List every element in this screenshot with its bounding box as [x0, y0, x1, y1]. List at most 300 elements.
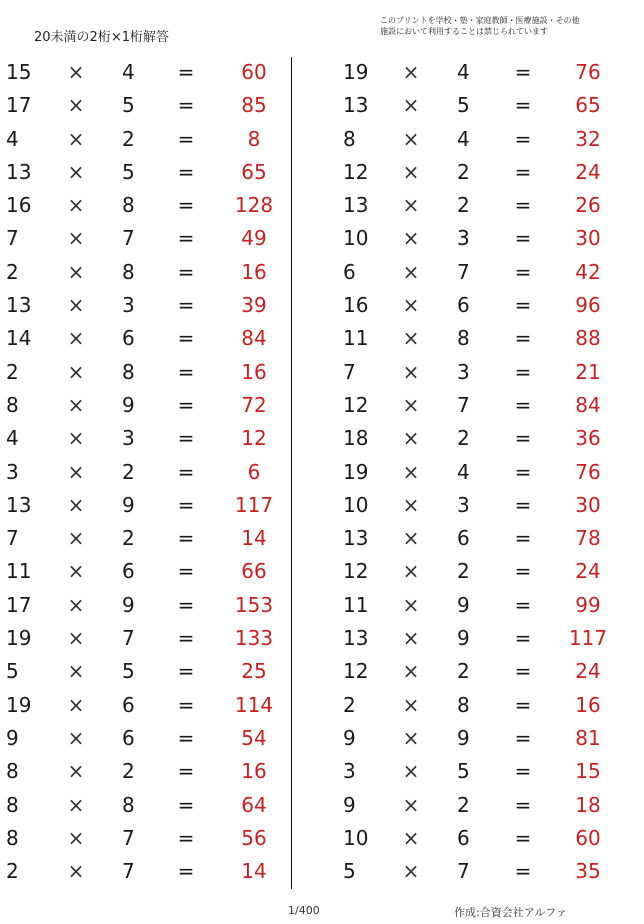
multiplier: 2: [122, 526, 135, 551]
multiplicand: 15: [6, 60, 32, 84]
multiplicand: 13: [343, 626, 369, 651]
answer: 153: [234, 592, 274, 617]
equals-sign: =: [514, 293, 532, 318]
times-sign: ×: [67, 626, 85, 651]
problem-row: [0, 789, 300, 822]
answer: 85: [241, 93, 267, 118]
problem-row: [335, 589, 635, 622]
equals-sign: =: [177, 392, 195, 417]
multiplicand: 13: [343, 93, 369, 118]
times-sign: ×: [67, 459, 85, 484]
problem-row: [335, 522, 635, 555]
multiplier: 8: [122, 193, 135, 218]
multiplicand: 2: [6, 259, 19, 284]
problem-row: [335, 322, 635, 355]
problem-row: [335, 789, 635, 822]
answer: 30: [575, 226, 601, 251]
answer: 54: [241, 725, 267, 750]
answer: 26: [575, 193, 601, 218]
equals-sign: =: [177, 626, 195, 651]
answer: 49: [241, 226, 267, 251]
answer: 16: [575, 692, 601, 717]
multiplier: 3: [122, 293, 135, 318]
multiplier: 7: [122, 859, 135, 884]
multiplicand: 13: [343, 193, 369, 218]
multiplier: 7: [122, 825, 135, 850]
equals-sign: =: [514, 725, 532, 750]
multiplier: 2: [457, 792, 470, 817]
times-sign: ×: [402, 725, 420, 750]
multiplier: 7: [457, 392, 470, 417]
usage-notice: [380, 15, 630, 37]
equals-sign: =: [514, 193, 532, 218]
answer: 18: [575, 792, 601, 817]
problem-row: [335, 555, 635, 588]
problem-row: [0, 422, 300, 455]
equals-sign: =: [514, 159, 532, 184]
times-sign: ×: [402, 60, 420, 84]
times-sign: ×: [67, 492, 85, 517]
answer: 42: [575, 259, 601, 284]
answer: 32: [575, 126, 601, 151]
problem-row: [0, 222, 300, 255]
answer: 72: [241, 392, 267, 417]
equals-sign: =: [177, 60, 195, 84]
multiplicand: 19: [343, 459, 369, 484]
multiplier: 2: [457, 559, 470, 584]
problem-row: [335, 222, 635, 255]
times-sign: ×: [402, 592, 420, 617]
times-sign: ×: [67, 725, 85, 750]
multiplier: 9: [122, 492, 135, 517]
times-sign: ×: [67, 226, 85, 251]
multiplicand: 12: [343, 392, 369, 417]
problem-row: [335, 689, 635, 722]
times-sign: ×: [67, 759, 85, 784]
page-number: 1/400: [288, 904, 320, 917]
times-sign: ×: [402, 559, 420, 584]
multiplicand: 2: [6, 359, 19, 384]
times-sign: ×: [67, 193, 85, 218]
multiplicand: 7: [6, 526, 19, 551]
answer: 133: [234, 626, 274, 651]
equals-sign: =: [514, 492, 532, 517]
equals-sign: =: [177, 426, 195, 451]
answer: 114: [234, 692, 274, 717]
times-sign: ×: [67, 93, 85, 118]
equals-sign: =: [177, 326, 195, 351]
multiplicand: 13: [6, 492, 32, 517]
times-sign: ×: [402, 326, 420, 351]
problem-row: [335, 822, 635, 855]
multiplier: 9: [122, 592, 135, 617]
problem-row: [0, 322, 300, 355]
equals-sign: =: [177, 159, 195, 184]
answer: 60: [241, 60, 267, 84]
answer: 84: [575, 392, 601, 417]
multiplicand: 12: [343, 659, 369, 684]
answer: 16: [241, 259, 267, 284]
multiplicand: 12: [343, 559, 369, 584]
multiplier: 9: [457, 626, 470, 651]
problem-row: [335, 56, 635, 89]
multiplier: 8: [457, 326, 470, 351]
multiplier: 5: [122, 159, 135, 184]
multiplier: 7: [457, 259, 470, 284]
multiplier: 6: [457, 526, 470, 551]
problem-row: [0, 156, 300, 189]
multiplier: 9: [122, 392, 135, 417]
times-sign: ×: [67, 659, 85, 684]
problem-row: [0, 855, 300, 888]
times-sign: ×: [67, 526, 85, 551]
multiplicand: 11: [343, 592, 369, 617]
multiplicand: 12: [343, 159, 369, 184]
equals-sign: =: [514, 426, 532, 451]
multiplier: 9: [457, 592, 470, 617]
multiplier: 2: [457, 193, 470, 218]
equals-sign: =: [514, 459, 532, 484]
multiplier: 6: [457, 293, 470, 318]
problem-row: [335, 356, 635, 389]
answer: 36: [575, 426, 601, 451]
answer: 8: [247, 126, 261, 151]
answer: 16: [241, 359, 267, 384]
equals-sign: =: [177, 93, 195, 118]
multiplicand: 5: [343, 859, 356, 884]
equals-sign: =: [514, 859, 532, 884]
multiplicand: 14: [6, 326, 32, 351]
times-sign: ×: [67, 60, 85, 84]
multiplicand: 11: [6, 559, 32, 584]
answer: 35: [575, 859, 601, 884]
multiplicand: 10: [343, 492, 369, 517]
problem-row: [0, 555, 300, 588]
equals-sign: =: [514, 659, 532, 684]
equals-sign: =: [177, 492, 195, 517]
multiplier: 3: [457, 492, 470, 517]
answer: 65: [575, 93, 601, 118]
multiplicand: 4: [6, 426, 19, 451]
multiplier: 3: [457, 226, 470, 251]
equals-sign: =: [514, 60, 532, 84]
times-sign: ×: [67, 126, 85, 151]
equals-sign: =: [177, 825, 195, 850]
times-sign: ×: [402, 859, 420, 884]
equals-sign: =: [514, 93, 532, 118]
times-sign: ×: [402, 825, 420, 850]
multiplier: 5: [122, 93, 135, 118]
multiplicand: 17: [6, 93, 32, 118]
equals-sign: =: [514, 326, 532, 351]
times-sign: ×: [402, 792, 420, 817]
equals-sign: =: [177, 792, 195, 817]
times-sign: ×: [402, 93, 420, 118]
answer: 78: [575, 526, 601, 551]
problem-row: [335, 722, 635, 755]
notice-line-1: このプリントを学校・塾・家庭教師・医療施設・その他: [380, 16, 580, 25]
multiplier: 8: [122, 259, 135, 284]
multiplicand: 7: [343, 359, 356, 384]
multiplicand: 4: [6, 126, 19, 151]
multiplicand: 11: [343, 326, 369, 351]
problem-row: [335, 156, 635, 189]
answer: 24: [575, 559, 601, 584]
times-sign: ×: [67, 359, 85, 384]
answer: 16: [241, 759, 267, 784]
problem-row: [0, 256, 300, 289]
multiplier: 2: [457, 426, 470, 451]
equals-sign: =: [177, 692, 195, 717]
multiplier: 6: [122, 725, 135, 750]
multiplier: 8: [457, 692, 470, 717]
multiplicand: 8: [6, 825, 19, 850]
answer: 12: [241, 426, 267, 451]
multiplier: 2: [457, 159, 470, 184]
multiplier: 4: [457, 459, 470, 484]
author-credit: 作成:合資会社アルファ: [454, 906, 568, 919]
times-sign: ×: [67, 159, 85, 184]
equals-sign: =: [514, 692, 532, 717]
equals-sign: =: [177, 126, 195, 151]
problem-row: [335, 389, 635, 422]
multiplicand: 8: [6, 392, 19, 417]
times-sign: ×: [402, 293, 420, 318]
multiplicand: 3: [343, 759, 356, 784]
problem-row: [0, 755, 300, 788]
times-sign: ×: [67, 859, 85, 884]
times-sign: ×: [402, 259, 420, 284]
answer: 30: [575, 492, 601, 517]
multiplicand: 19: [6, 692, 32, 717]
answer: 64: [241, 792, 267, 817]
times-sign: ×: [402, 492, 420, 517]
equals-sign: =: [177, 592, 195, 617]
problem-row: [0, 822, 300, 855]
multiplicand: 17: [6, 592, 32, 617]
problem-row: [0, 289, 300, 322]
multiplier: 4: [122, 60, 135, 84]
answer: 24: [575, 659, 601, 684]
answer: 99: [575, 592, 601, 617]
answer: 81: [575, 725, 601, 750]
multiplicand: 9: [343, 725, 356, 750]
times-sign: ×: [67, 592, 85, 617]
problem-row: [335, 622, 635, 655]
multiplicand: 10: [343, 825, 369, 850]
problem-row: [335, 422, 635, 455]
problem-row: [0, 56, 300, 89]
multiplier: 2: [122, 759, 135, 784]
answer: 66: [241, 559, 267, 584]
problem-row: [0, 189, 300, 222]
answer: 15: [575, 759, 601, 784]
equals-sign: =: [514, 126, 532, 151]
multiplicand: 2: [6, 859, 19, 884]
multiplicand: 13: [6, 159, 32, 184]
equals-sign: =: [514, 392, 532, 417]
multiplicand: 8: [343, 126, 356, 151]
problem-row: [0, 489, 300, 522]
multiplier: 6: [457, 825, 470, 850]
problem-row: [335, 855, 635, 888]
times-sign: ×: [402, 659, 420, 684]
answer: 6: [247, 459, 261, 484]
answer: 39: [241, 293, 267, 318]
problem-row: [335, 89, 635, 122]
answer: 88: [575, 326, 601, 351]
multiplier: 6: [122, 326, 135, 351]
answer: 14: [241, 859, 267, 884]
answer: 76: [575, 459, 601, 484]
multiplicand: 18: [343, 426, 369, 451]
multiplier: 8: [122, 359, 135, 384]
times-sign: ×: [402, 626, 420, 651]
multiplicand: 5: [6, 659, 19, 684]
problem-row: [0, 89, 300, 122]
problem-row: [335, 755, 635, 788]
multiplier: 5: [457, 759, 470, 784]
equals-sign: =: [177, 725, 195, 750]
multiplier: 5: [457, 93, 470, 118]
equals-sign: =: [177, 226, 195, 251]
times-sign: ×: [67, 293, 85, 318]
times-sign: ×: [67, 326, 85, 351]
multiplicand: 6: [343, 259, 356, 284]
multiplier: 8: [122, 792, 135, 817]
equals-sign: =: [177, 859, 195, 884]
answer: 117: [234, 492, 274, 517]
equals-sign: =: [514, 526, 532, 551]
times-sign: ×: [402, 459, 420, 484]
multiplicand: 8: [6, 792, 19, 817]
multiplier: 5: [122, 659, 135, 684]
problem-row: [0, 123, 300, 156]
equals-sign: =: [514, 259, 532, 284]
equals-sign: =: [177, 659, 195, 684]
equals-sign: =: [177, 759, 195, 784]
multiplier: 3: [457, 359, 470, 384]
times-sign: ×: [402, 159, 420, 184]
equals-sign: =: [514, 226, 532, 251]
times-sign: ×: [402, 126, 420, 151]
answer: 14: [241, 526, 267, 551]
multiplier: 2: [122, 126, 135, 151]
times-sign: ×: [402, 359, 420, 384]
multiplier: 3: [122, 426, 135, 451]
answer: 76: [575, 60, 601, 84]
multiplicand: 2: [343, 692, 356, 717]
problem-row: [0, 356, 300, 389]
multiplicand: 9: [343, 792, 356, 817]
equals-sign: =: [514, 359, 532, 384]
times-sign: ×: [67, 426, 85, 451]
times-sign: ×: [402, 692, 420, 717]
equals-sign: =: [514, 559, 532, 584]
times-sign: ×: [402, 226, 420, 251]
problem-row: [335, 655, 635, 688]
answer: 24: [575, 159, 601, 184]
problem-row: [335, 256, 635, 289]
times-sign: ×: [67, 259, 85, 284]
answer: 65: [241, 159, 267, 184]
column-divider: [291, 57, 292, 889]
answer: 84: [241, 326, 267, 351]
multiplier: 7: [457, 859, 470, 884]
problem-row: [0, 689, 300, 722]
multiplier: 6: [122, 559, 135, 584]
equals-sign: =: [177, 459, 195, 484]
left-problem-column: [0, 56, 300, 888]
right-problem-column: [335, 56, 635, 888]
times-sign: ×: [402, 526, 420, 551]
problem-row: [335, 289, 635, 322]
multiplicand: 13: [343, 526, 369, 551]
equals-sign: =: [514, 825, 532, 850]
answer: 128: [234, 193, 274, 218]
times-sign: ×: [67, 792, 85, 817]
notice-line-2: 施設において利用することは禁じられています: [380, 27, 548, 36]
multiplicand: 13: [6, 293, 32, 318]
multiplicand: 16: [343, 293, 369, 318]
problem-row: [335, 123, 635, 156]
multiplicand: 16: [6, 193, 32, 218]
answer: 25: [241, 659, 267, 684]
answer: 60: [575, 825, 601, 850]
multiplicand: 7: [6, 226, 19, 251]
problem-row: [0, 589, 300, 622]
problem-row: [335, 456, 635, 489]
equals-sign: =: [177, 259, 195, 284]
problem-row: [0, 722, 300, 755]
multiplier: 7: [122, 226, 135, 251]
multiplier: 4: [457, 126, 470, 151]
answer: 21: [575, 359, 601, 384]
times-sign: ×: [67, 392, 85, 417]
multiplier: 9: [457, 725, 470, 750]
problem-row: [0, 622, 300, 655]
multiplicand: 19: [343, 60, 369, 84]
times-sign: ×: [402, 193, 420, 218]
times-sign: ×: [67, 559, 85, 584]
times-sign: ×: [402, 426, 420, 451]
times-sign: ×: [67, 825, 85, 850]
problem-row: [335, 189, 635, 222]
multiplicand: 8: [6, 759, 19, 784]
equals-sign: =: [177, 293, 195, 318]
page-title: 20未満の2桁×1桁解答: [34, 30, 169, 45]
multiplier: 6: [122, 692, 135, 717]
equals-sign: =: [514, 626, 532, 651]
equals-sign: =: [177, 359, 195, 384]
times-sign: ×: [402, 392, 420, 417]
equals-sign: =: [177, 193, 195, 218]
equals-sign: =: [177, 526, 195, 551]
problem-row: [0, 655, 300, 688]
problem-row: [0, 522, 300, 555]
answer: 96: [575, 293, 601, 318]
answer: 117: [568, 626, 608, 651]
equals-sign: =: [177, 559, 195, 584]
multiplicand: 19: [6, 626, 32, 651]
multiplicand: 10: [343, 226, 369, 251]
multiplier: 4: [457, 60, 470, 84]
multiplier: 2: [122, 459, 135, 484]
problem-row: [0, 456, 300, 489]
problem-row: [335, 489, 635, 522]
equals-sign: =: [514, 592, 532, 617]
equals-sign: =: [514, 759, 532, 784]
